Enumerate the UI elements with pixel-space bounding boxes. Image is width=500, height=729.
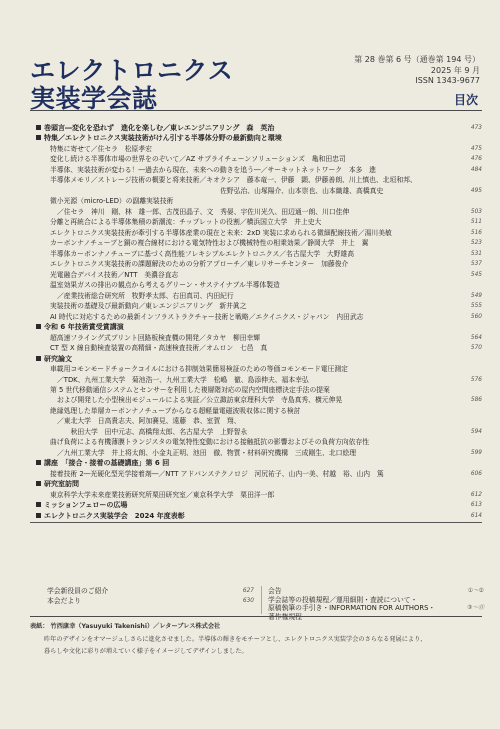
misc-page-number: 627 [242,588,254,594]
toc-entry-title: ／TDK、九州工業大学 菊池浩一、九州工業大学 松嶋 徹、島添伸夫、福本幸弘 [57,375,309,384]
toc-entry [0,166,500,175]
journal-title-line2: 実装学会誌 [30,84,158,113]
toc-entry [0,376,500,385]
toc-section-heading [0,124,500,133]
mid-divider [30,522,482,523]
toc-entry-title: ／九州工業大学 井上将太朗、小金丸正明、池田 徹、物質・材料研究機構 三成剛生、北口絵理 [57,448,357,457]
toc-page-number: 570 [470,345,482,352]
toc-entry [0,491,500,500]
toc-entry-title: エレクトロニクス実装学会 2024 年度表彰 [36,512,185,521]
toc-entry-title: エレクトロニクス実装技術が牽引する半導体産業の現在と未来：2xD 実装に求められる微細配線技術／湯川美敏 [50,228,392,237]
misc-entry-title: 学会新役員のご紹介 [47,587,109,595]
toc-entry-title: ／住セラ 神川 剛、林 雄一郎、古茂田晶子、文 秀晏、宇佐川光久、田辺通一朗、川口佳伸 [57,207,350,216]
toc-page-number: 523 [470,240,482,247]
toc-entry [0,218,500,227]
toc-entry-title: 変化し続ける半導体市場の世界をのぞいて／AZ サプライチェーンソリューションズ 亀和田忠司 [50,155,346,164]
cover-note [30,621,485,659]
cover-desc-line1: 昨年のデザインをオマージュしさらに進化させました。半導体の輝きをモチーフとし、エレクトロニクス実装学会のさらなる発展により、 [44,635,427,643]
column-divider [261,586,262,614]
toc-section-heading [0,501,500,510]
toc-page-number: 495 [470,187,482,194]
toc-entry-title: 微小光源（micro-LED）の副離実装技術 [50,197,174,206]
journal-title-line1: エレクトロニクス [30,56,234,85]
misc-page-number: 630 [242,598,254,604]
toc-entry-title: 半導体カーボンナノチューブに基づく高性能フレキシブルエレクトロニクス／名古屋大学 大野雄高 [50,249,355,258]
toc-page-number: 531 [470,250,482,257]
toc-entry [0,407,500,416]
toc-page-number: 614 [470,512,482,519]
toc-entry-title: 東京科学大学未来産業技術研究所栗田研究室／東京科学大学 栗田洋一郎 [50,490,275,499]
toc-entry [0,344,500,353]
toc-entry [0,260,500,269]
toc-entry [0,428,500,437]
toc-entry-title: ／東北大学 日高貴志夫、阿加賽見、遠藤 恭、室賀 翔、 [57,417,241,426]
toc-page-number: 613 [470,502,482,509]
toc-page-number: 503 [470,208,482,215]
toc-entry-title: 研究室訪問 [36,480,79,489]
toc-entry [0,313,500,322]
toc-entry-title: 実装技術の基礎及び最新動向／東レエンジニアリング 新井眞之 [50,302,247,311]
toc-page-number: 473 [470,125,482,131]
toc-section-heading [0,355,500,364]
toc-entry [0,155,500,164]
toc-page-number: 594 [470,428,482,435]
toc-entry-title: 巻頭言―変化を恐れず 進化を楽しむ／東レエンジニアリング 森 英治 [36,124,274,133]
top-divider [30,110,482,111]
toc-page-number: 549 [470,292,482,299]
toc-entry [0,334,500,343]
toc-page-number: 555 [470,303,482,310]
toc-section-heading [0,323,500,332]
cover-desc-line2: 暮らしや文化に彩りが増えていく様子をイメージしてデザインしました。 [44,648,248,655]
toc-entry-title: 令和 6 年技術賞受賞講演 [36,323,124,332]
toc-page-number: 606 [470,470,482,477]
toc-entry-title: 光電融合デバイス技術／NTT 美濃谷直志 [50,270,179,279]
toc-entry [0,197,500,206]
toc-entry-title: 超高速フライング式プリント回路板検査機の開発／タカヤ 柳田幸輝 [50,333,261,342]
toc-entry-title: 特集に寄せて／住セラ 松原孝宏 [50,144,152,153]
toc-page-number: 516 [470,229,482,236]
toc-entry [0,470,500,479]
toc-entry [0,208,500,217]
toc-entry-title: 分離と再統合による半導体集積の新潮流：チップレットの役割／横浜国立大学 井上史大 [50,218,322,227]
issue-date: 2025 年 9 月 [430,65,480,75]
toc-entry [0,239,500,248]
toc-entry-title: 第 5 世代移動通信システムとセンサーを利用した複層階対応の屋内空間座標決定手法の提案 [50,386,330,394]
toc-entry [0,386,500,395]
toc-entry-title: 講座 「接合・接着の基礎講座」第 6 回 [36,459,169,468]
misc-entry [47,597,254,606]
toc-entry-title: および開発した小型検出モジュールによる実証／公立諏訪東京理科大学 寺島真秀、横元伸晃 [57,396,343,405]
toc-section-heading [0,512,500,521]
misc-entry-title: 会告 [268,587,282,595]
volume-info: 第 28 巻第 6 号（通巻第 194 号） [354,55,480,64]
toc-entry-title: AI 時代に対応するための最新インフラストラクチャー技術と戦略／エクイニクス・ジャパン 内田武志 [50,312,364,321]
toc-entry-title: 車載用コモンモードチョークコイルにおける抑制効果簡易検証のための等価コモンモード電圧測定 [50,365,348,374]
cover-credit: 竹西康幸（Yasuyuki Takenishi）／レターブレス株式会社 [50,623,221,630]
issn: ISSN 1343-9677 [415,76,480,85]
toc-entry-title: CT 型 X 線自動検査装置の高精細・高速検査技術／オムロン 七邑 真 [50,344,268,353]
toc-page-number: 560 [470,313,482,320]
toc-section-heading [0,459,500,468]
toc-entry [0,229,500,238]
toc-entry-title: カーボンナノチューブと銅の複合線材における電気特性および機械特性の相乗効果／静岡大学 井上 翼 [50,239,369,248]
toc-entry-title: ／産業技術総合研究所 牧野孝太郎、右田真司、内田紀行 [57,291,234,300]
toc-page-number: 612 [470,491,482,498]
toc-entry [0,176,500,185]
toc-entry [0,292,500,301]
toc-entry-title: 特集／エレクトロニクス実装技術がけん引する半導体分野の最新動向と環境 [36,134,282,143]
toc-page-number: 476 [470,156,482,163]
misc-entry-title: 著作権規程 [268,612,302,621]
misc-entry-title: 本会だより [47,597,81,605]
toc-entry [0,365,500,374]
toc-entry [0,302,500,311]
toc-entry-title: 曲げ負荷による有機薄膜トランジスタの電気特性変動における接触抵抗の影響およびその負荷方向依存性 [50,438,370,447]
issue-meta [354,55,480,87]
toc-entry [0,449,500,458]
toc-page-number: 475 [470,145,482,152]
toc-entry [0,145,500,154]
toc-entry-title: 半導体メモリ／ストレージ技術の概要と将来技術／キオクシア 藤本竜一、伊藤 顕、伊藤善朗、川上慎也、北垣和邦、 [50,176,417,185]
toc-entry [0,271,500,280]
misc-entry-title: 学会誌等の投稿規程／運用細則・査読について・ [268,595,418,604]
toc-page-number: 511 [470,219,482,226]
toc-page-number: 537 [470,261,482,268]
cover-label: 表紙： [30,623,49,630]
toc-entry-title: 絶縁処理した単層カーボンナノチューブからなる超軽量電磁波吸収体に関する検討 [50,406,301,415]
toc-page-number: 586 [470,397,482,404]
toc-entry-title: 研究論文 [36,355,72,364]
toc-page-number: 599 [470,449,482,456]
toc-section-heading [0,134,500,143]
toc-page-number: 576 [470,376,482,383]
toc-entry [0,396,500,405]
toc-heading: 目次 [453,93,478,107]
misc-page-number: ③〜⑪ [467,605,484,612]
toc-page-number: 484 [470,166,482,173]
toc-entry [0,250,500,259]
toc-entry [0,281,500,290]
toc-entry-title: 佐野弘治、山塚陽介、山本崇也、山本織雄、高橋真史 [57,186,384,195]
misc-entry-title: 原稿執筆の手引き・INFORMATION FOR AUTHORS・ [268,604,436,613]
toc-section-heading [0,480,500,489]
toc-page-number: 545 [470,271,482,278]
toc-entry [0,187,500,196]
toc-entry [0,438,500,447]
toc-entry-title: 接着技術 2―光硬化型光学接着剤―／NTT アドバンステクノロジ 河尻祐子、山内一美、村越 裕、山内 篤 [50,469,384,478]
toc-entry-title: 半導体、実装技術が変わる！―過去から現在、未来への動きを追う―／サーキットネットワーク 本多 進 [50,165,377,174]
misc-page-number: ①〜② [467,588,484,594]
bottom-divider [30,616,482,617]
toc-entry [0,417,500,426]
toc-page-number: 564 [470,334,482,341]
toc-entry-title: エレクトロニクス実装技術の課題解決のための分析アプローチ／東レリサーチセンター 加藤俊介 [50,260,349,269]
toc-entry-title: ミッションフェローの広場 [36,501,127,510]
toc-entry-title: 温室効果ガスの排出の観点から考えるグリーン・サステイナブル半導体製造 [50,281,280,290]
misc-entry [47,587,254,596]
toc-entry-title: 秋田大学 田中元志、高橋翔太郎、名古屋大学 上野智永 [57,427,248,436]
